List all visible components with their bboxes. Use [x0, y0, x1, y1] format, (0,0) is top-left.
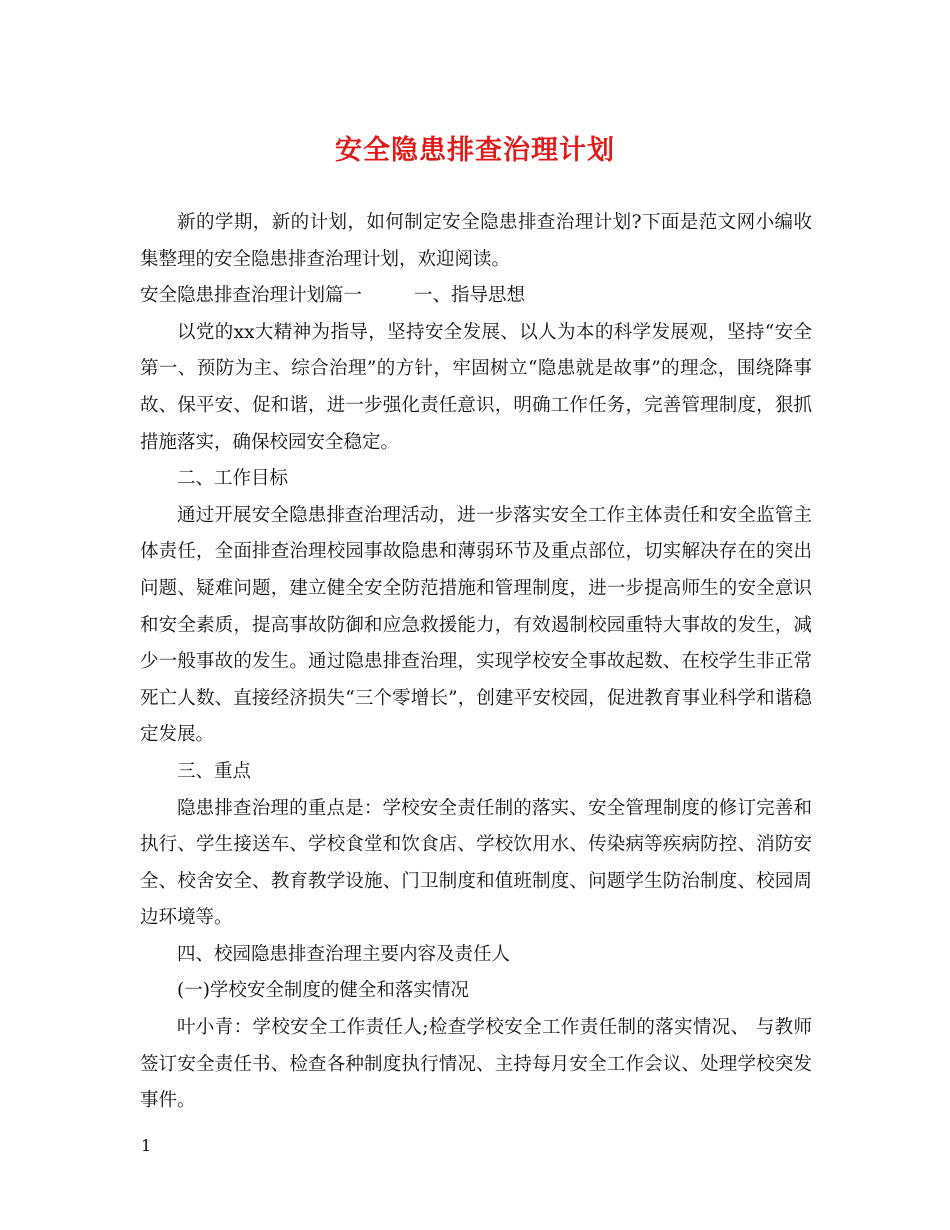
document-title: 安全隐患排查治理计划 [335, 135, 615, 166]
document-body [140, 205, 812, 1120]
heading-key-points: 三、重点 [177, 760, 252, 782]
heading-guiding-thought: 一、指导思想 [414, 285, 526, 307]
section-heading-line [140, 278, 812, 315]
subheading-safety-system: (一)学校安全制度的健全和落实情况 [177, 980, 469, 1002]
heading-main-content: 四、校园隐患排查治理主要内容及责任人 [177, 943, 511, 965]
heading-work-goals: 二、工作目标 [177, 468, 289, 490]
page-number: 1 [141, 1136, 152, 1155]
intro-paragraph: 新的学期，新的计划，如何制定安全隐患排查治理计划?下面是范文网小编收集整理的安全隐患排查治理计划，欢迎阅读。 [140, 212, 812, 270]
key-points-paragraph: 隐患排查治理的重点是：学校安全责任制的落实、安全管理制度的修订完善和执行、学生接送车、学校食堂和饮食店、学校饮用水、传染病等疾病防控、消防安全、校舍安全、教育教学设施、门卫制度和值班制度、问题学生防治制度、校园周边环境等。 [140, 797, 812, 929]
section-label: 安全隐患排查治理计划篇一 [140, 285, 363, 307]
work-goals-paragraph: 通过开展安全隐患排查治理活动，进一步落实安全工作主体责任和安全监管主体责任，全面排查治理校园事故隐患和薄弱环节及重点部位，切实解决存在的突出问题、疑难问题，建立健全安全防范措施和管理制度，进一步提高师生的安全意识和安全素质，提高事故防御和应急救援能力，有效遏制校园重特大事故的发生，减少一般事故的发生。通过隐患排查治理，实现学校安全事故起数、在校学生非正常死亡人数、直接经济损失“三个零增长”，创建平安校园，促进教育事业科学和谐稳定发展。 [140, 504, 812, 746]
responsibility-paragraph: 叶小青：学校安全工作责任人;检查学校安全工作责任制的落实情况、 与教师签订安全责任书、检查各种制度执行情况、主持每月安全工作会议、处理学校突发事件。 [140, 1017, 812, 1112]
guiding-thought-paragraph: 以党的xx大精神为指导，坚持安全发展、以人为本的科学发展观，坚持“安全第一、预防为主、综合治理”的方针，牢固树立“隐患就是故事”的理念，围绕降事故、保平安、促和谐，进一步强化责任意识，明确工作任务，完善管理制度，狠抓措施落实，确保校园安全稳定。 [140, 321, 812, 453]
